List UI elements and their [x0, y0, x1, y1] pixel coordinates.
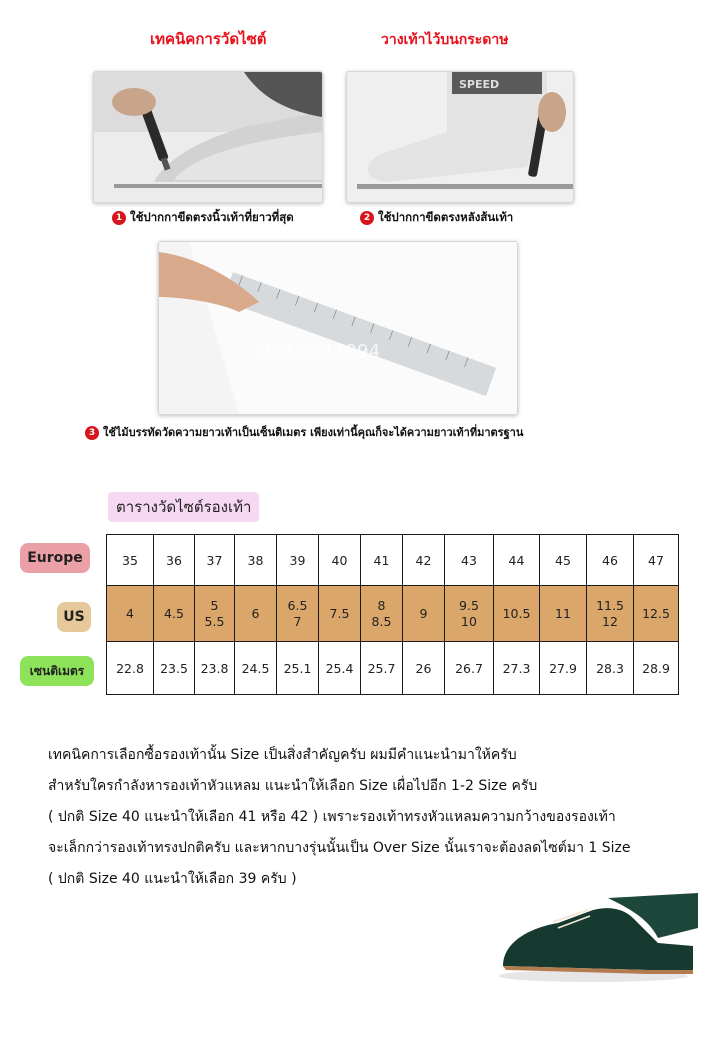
cell-us-value: 4: [126, 605, 134, 621]
cell-us: [107, 586, 154, 642]
cell-europe: 47: [634, 535, 679, 586]
cell-europe: 41: [361, 535, 403, 586]
cell-us: [277, 586, 319, 642]
table-row-us: [107, 586, 679, 642]
photo-mark-toe: [93, 71, 323, 203]
cell-europe: 38: [235, 535, 277, 586]
cell-us: [445, 586, 494, 642]
advice-line: สำหรับใครกำลังหารองเท้าหัวแหลม แนะนำให้เลือก Size เผื่อไปอีก 1-2 Size ครับ: [48, 778, 538, 794]
cell-us-value: 9: [419, 605, 428, 621]
cell-cm: 23.5: [154, 642, 195, 695]
cell-us: [154, 586, 195, 642]
cell-us-value: 6.5: [287, 597, 308, 613]
cell-cm: 26.7: [445, 642, 494, 695]
cell-cm: 23.8: [195, 642, 235, 695]
sock-brand-text: SPEED: [459, 78, 500, 91]
row-label-cm: เซนติเมตร: [20, 656, 94, 686]
step-badge-icon: 3: [85, 426, 99, 440]
cell-cm: 27.9: [540, 642, 587, 695]
cell-us-value: 12.5: [642, 605, 670, 621]
cell-us-value: 6: [251, 605, 260, 621]
step-badge-icon: 2: [360, 211, 374, 225]
advice-line: ( ปกติ Size 40 แนะนำให้เลือก 39 ครับ ): [48, 871, 297, 887]
cell-europe: 40: [319, 535, 361, 586]
heading-place-foot: วางเท้าไว้บนกระดาษ: [381, 32, 509, 48]
heading-measure-technique: เทคนิคการวัดไซต์: [150, 30, 267, 48]
step-3-text: ใช้ไม้บรรทัดวัดความยาวเท้าเป็นเซ็นติเมตร เพียงเท่านี้คุณก็จะได้ความยาวเท้าที่มาตรฐาน: [103, 426, 524, 439]
advice-line: ( ปกติ Size 40 แนะนำให้เลือก 41 หรือ 42 ) เพราะรองเท้าทรงหัวแหลมความกว้างของรองเท้า: [48, 809, 616, 825]
cell-us-value: 7.5: [329, 605, 350, 621]
cell-us-value: 10.5: [502, 605, 531, 621]
cell-us: [361, 586, 403, 642]
photo-mark-heel: [346, 71, 574, 203]
step-1-text: ใช้ปากกาขีดตรงนิ้วเท้าที่ยาวที่สุด: [130, 210, 294, 224]
cell-cm: 26: [403, 642, 445, 695]
cell-us: [634, 586, 679, 642]
step-2: [360, 209, 513, 227]
cell-cm: 25.1: [277, 642, 319, 695]
cell-europe: 46: [587, 535, 634, 586]
cell-europe: 36: [154, 535, 195, 586]
advice-line: จะเล็กกว่ารองเท้าทรงปกติครับ และหากบางรุ่นนั้นเป็น Over Size นั้นเราจะต้องลดไซต์มา 1 Size: [48, 840, 631, 856]
cell-us: [587, 586, 634, 642]
cell-us: [403, 586, 445, 642]
cell-us-value: 11.5: [596, 597, 624, 613]
advice-paragraph: [48, 740, 688, 895]
cell-us-value: 5.5: [204, 613, 225, 629]
cell-cm: 25.4: [319, 642, 361, 695]
size-chart-table: [106, 534, 679, 695]
step-1: [112, 209, 294, 227]
table-row-cm: [107, 642, 679, 695]
step-3: [85, 423, 523, 441]
cell-cm: 28.3: [587, 642, 634, 695]
row-label-us: US: [57, 602, 91, 632]
cell-us: [319, 586, 361, 642]
cell-us-value: 11: [555, 605, 571, 621]
step-badge-icon: 1: [112, 211, 126, 225]
cell-us-value: 8.5: [371, 613, 392, 629]
cell-europe: 37: [195, 535, 235, 586]
cell-us: [494, 586, 540, 642]
step-2-text: ใช้ปากกาขีดตรงหลังส้นเท้า: [378, 210, 514, 224]
shoe-image: [498, 888, 698, 983]
cell-europe: 45: [540, 535, 587, 586]
cell-europe: 44: [494, 535, 540, 586]
cell-us: [235, 586, 277, 642]
cell-europe: 35: [107, 535, 154, 586]
advice-line: เทคนิคการเลือกซื้อรองเท้านั้น Size เป็นสิ่งสำคัญครับ ผมมีคำแนะนำมาให้ครับ: [48, 747, 517, 763]
size-chart-title: ตารางวัดไซต์รองเท้า: [108, 492, 259, 522]
cell-us-value: 8: [377, 597, 386, 613]
cell-europe: 42: [403, 535, 445, 586]
table-row-europe: [107, 535, 679, 586]
cell-cm: 24.5: [235, 642, 277, 695]
cell-us-value: 4.5: [164, 605, 184, 621]
cell-cm: 27.3: [494, 642, 540, 695]
cell-us-value: 10: [461, 613, 477, 629]
cell-us-value: 5: [210, 597, 219, 613]
cell-us-value: 7: [293, 613, 302, 629]
cell-europe: 39: [277, 535, 319, 586]
cell-us: [195, 586, 235, 642]
cell-us: [540, 586, 587, 642]
cell-us-value: 9.5: [459, 597, 479, 613]
photo-ruler-measure: [158, 241, 518, 415]
cell-us-value: 12: [602, 613, 618, 629]
cell-cm: 28.9: [634, 642, 679, 695]
cell-europe: 43: [445, 535, 494, 586]
photo-watermark: 089-4511994: [259, 341, 381, 362]
cell-cm: 25.7: [361, 642, 403, 695]
cell-cm: 22.8: [107, 642, 154, 695]
row-label-europe: Europe: [20, 543, 90, 573]
